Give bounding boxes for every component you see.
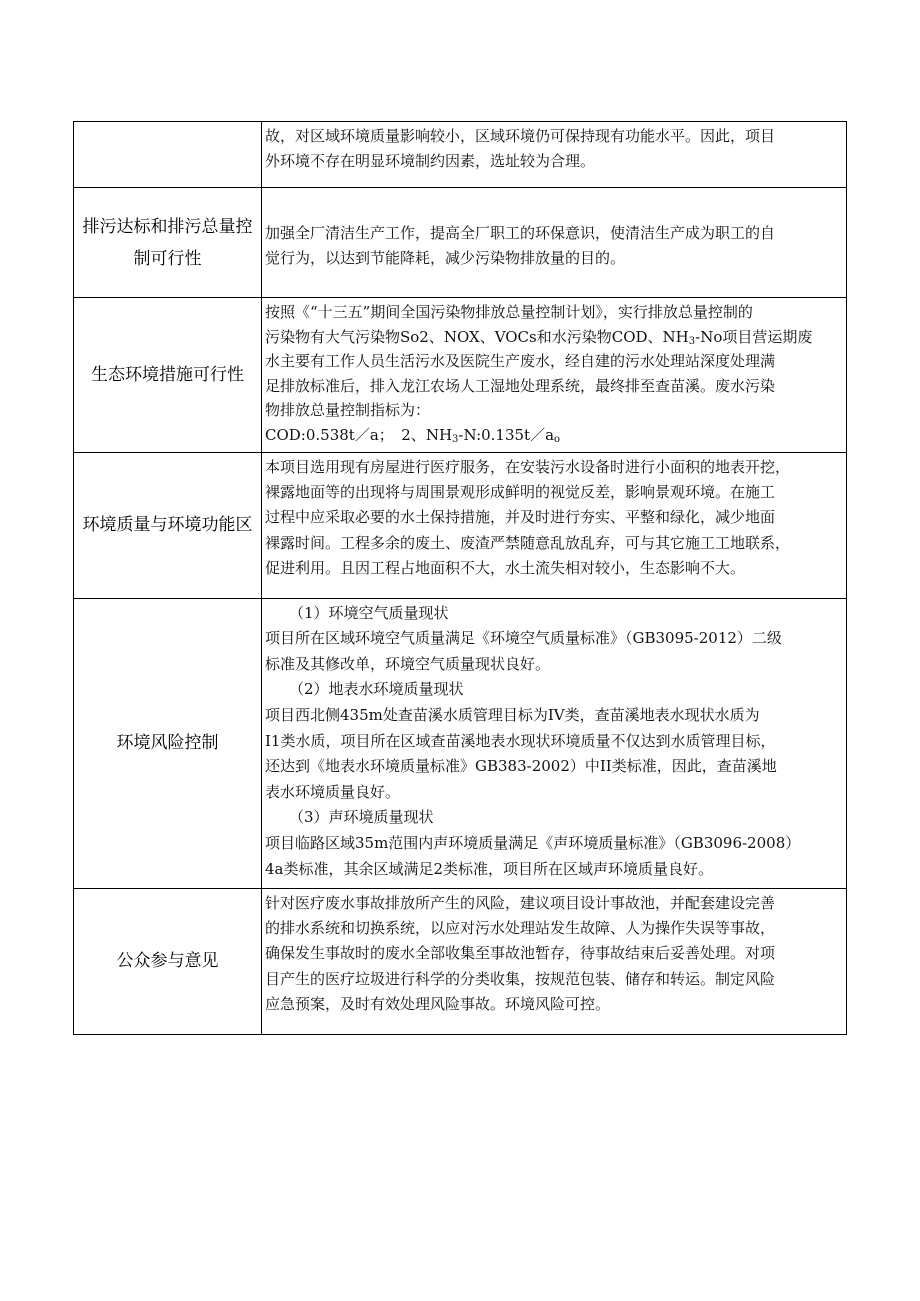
text-line: （3）声环境质量现状 <box>289 808 434 827</box>
row-content <box>262 188 847 298</box>
text-line: 物排放总量控制指标为： <box>265 401 431 420</box>
row-label <box>74 122 262 188</box>
text-line: 觉行为，以达到节能降耗，减少污染物排放量的目的。 <box>265 249 626 268</box>
table-row <box>74 298 847 453</box>
text-line: 项目临路区域35m范围内声环境质量满足《声环境质量标准》（GB3096-2008） <box>265 833 801 852</box>
text-line: （1）环境空气质量现状 <box>289 603 449 622</box>
text-line: 针对医疗废水事故排放所产生的风险，建议项目设计事故池，并配套建设完善 <box>265 893 776 912</box>
nh3-text: NH <box>662 327 689 346</box>
text-line: 还达到《地表水环境质量标准》GB383-2002）中II类标准，因此，查苗溪地 <box>265 757 777 776</box>
table-row <box>74 188 847 298</box>
text-line: （2）地表水环境质量现状 <box>289 680 464 699</box>
text-line <box>265 325 844 350</box>
text-line: 外环境不存在明显环境制约因素，选址较为合理。 <box>265 152 596 171</box>
text-line: 故，对区域环境质量影响较小，区域环境仍可保持现有功能水平。因此，项目 <box>265 127 776 145</box>
text-line: 按照《“十三五”期间全国污染物排放总量控制计划》，实行排放总量控制的 <box>265 303 753 321</box>
row-content <box>262 122 847 188</box>
text-line: 裸露时间。工程多余的废土、废渣严禁随意乱放乱弃，可与其它施工工地联系， <box>265 533 791 552</box>
text-line: 应急预案，及时有效处理风险事故。环境风险可控。 <box>265 995 611 1014</box>
text-line: 促进利用。且因工程占地面积不大，水土流失相对较小，生态影响不大。 <box>265 559 746 578</box>
text-segment: -No项目营运期废 <box>695 327 813 346</box>
text-line: 表水环境质量良好。 <box>265 782 401 801</box>
row-label: 排污达标和排污总量控制可行性 <box>74 188 262 298</box>
text-line: 裸露地面等的出现将与周围景观形成鲜明的视觉反差，影响景观环境。在施工 <box>265 482 776 501</box>
row-content <box>262 298 847 453</box>
text-line <box>265 423 844 448</box>
text-line: 确保发生事故时的废水全部收集至事故池暂存，待事故结束后妥善处理。对项 <box>265 944 776 963</box>
text-line: 的排水系统和切换系统，以应对污水处理站发生故障、人为操作失误等事故， <box>265 918 776 937</box>
nh3-n-text: NH <box>425 425 453 444</box>
text-line: 标准及其修改单，环境空气质量现状良好。 <box>265 654 551 673</box>
subscript: 3 <box>688 335 696 347</box>
row-content <box>262 598 847 888</box>
table-row <box>74 598 847 888</box>
text-line: 过程中应采取必要的水土保持措施，并及时进行夯实、平整和绿化，减少地面 <box>265 508 776 527</box>
text-segment: 污染物有大气污染物So2、NOX、VOCs和水污染物COD、 <box>265 327 663 346</box>
row-label: 公众参与意见 <box>74 888 262 1034</box>
subscript: o <box>554 433 561 445</box>
row-content <box>262 452 847 598</box>
row-label: 环境质量与环境功能区 <box>74 452 262 598</box>
text-line: I1类水质，项目所在区域查苗溪地表水现状环境质量不仅达到水质管理目标， <box>265 731 776 750</box>
text-line: 项目所在区域环境空气质量满足《环境空气质量标准》（GB3095-2012）二级 <box>265 629 782 648</box>
row-label: 生态环境措施可行性 <box>74 298 262 453</box>
table-row <box>74 888 847 1034</box>
table-row <box>74 122 847 188</box>
row-label: 环境风险控制 <box>74 598 262 888</box>
assessment-table <box>73 121 847 1035</box>
text-line: 项目西北侧435m处查苗溪水质管理目标为IV类，查苗溪地表水现状水质为 <box>265 705 760 724</box>
text-line: 本项目选用现有房屋进行医疗服务，在安装污水设备时进行小面积的地表开挖， <box>265 457 791 476</box>
text-line: 加强全厂清洁生产工作，提高全厂职工的环保意识，使清洁生产成为职工的自 <box>265 224 776 242</box>
table-row <box>74 452 847 598</box>
text-line: 水主要有工作人员生活污水及医院生产废水，经自建的污水处理站深度处理满 <box>265 352 776 371</box>
text-line: 4a类标准，其余区域满足2类标准，项目所在区域声环境质量良好。 <box>265 859 714 878</box>
row-content <box>262 888 847 1034</box>
text-line: 足排放标准后，排入龙江农场人工湿地处理系统，最终排至查苗溪。废水污染 <box>265 376 776 395</box>
text-segment: -N:0.135t／a <box>458 425 555 444</box>
subscript: 3 <box>452 433 459 445</box>
text-segment: COD:0.538t／a； 2、 <box>265 425 426 444</box>
text-line: 目产生的医疗垃圾进行科学的分类收集，按规范包装、储存和转运。制定风险 <box>265 969 776 988</box>
